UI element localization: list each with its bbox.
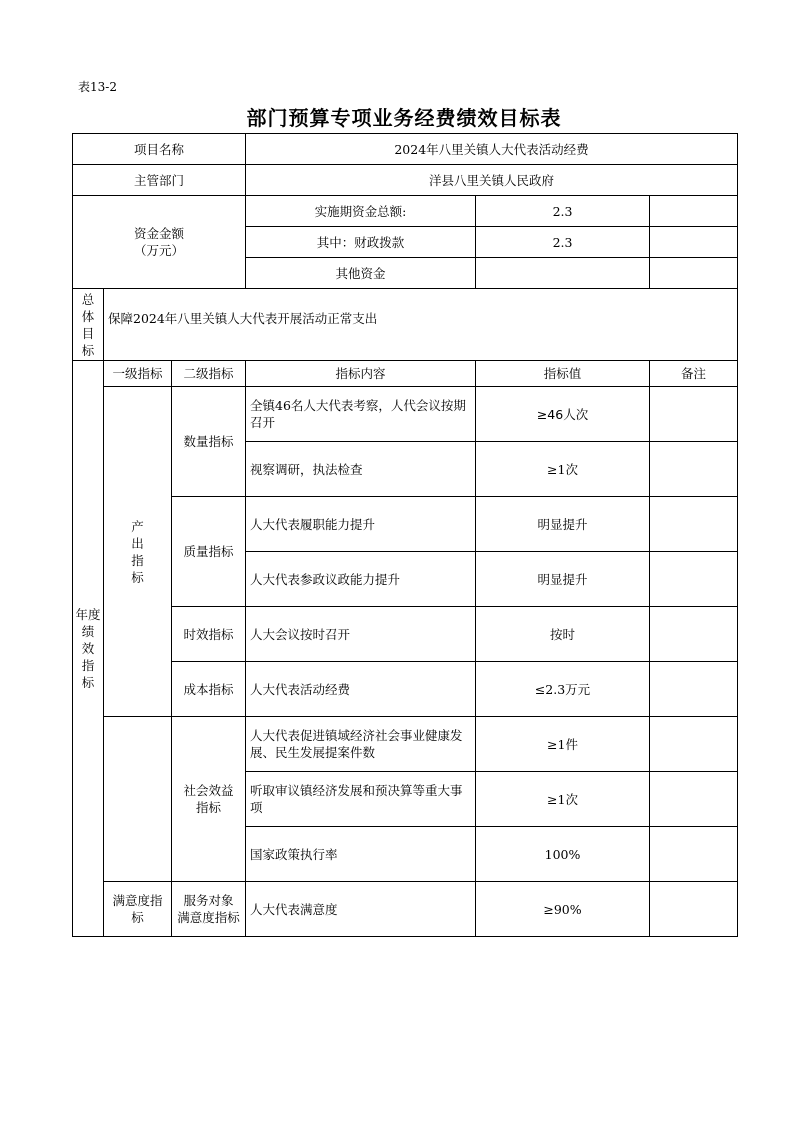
header-level1: 一级指标 — [104, 361, 172, 387]
department-row — [73, 165, 738, 196]
social-label-line1: 社会效益 — [183, 783, 234, 798]
satisfaction-level2-line1: 服务对象 — [183, 893, 234, 908]
header-level2: 二级指标 — [172, 361, 246, 387]
funds-total-remark — [650, 196, 738, 227]
output-indicator-label — [104, 387, 172, 717]
overall-goal-label — [73, 289, 104, 361]
indicator-row — [73, 607, 738, 662]
funds-label-line2: （万元） — [134, 243, 185, 258]
indicator-remark — [650, 387, 738, 442]
quality-indicator-label: 质量指标 — [172, 497, 246, 607]
timeliness-indicator-label: 时效指标 — [172, 607, 246, 662]
indicator-value: 明显提升 — [476, 497, 650, 552]
output-label-char: 指 — [131, 552, 144, 568]
indicator-content: 国家政策执行率 — [246, 827, 476, 882]
department-label: 主管部门 — [73, 165, 246, 196]
funds-other-label: 其他资金 — [246, 258, 476, 289]
overall-goal-row — [73, 289, 738, 361]
indicator-remark — [650, 497, 738, 552]
project-name-value: 2024年八里关镇人大代表活动经费 — [246, 134, 738, 165]
funds-label — [73, 196, 246, 289]
quantity-indicator-label: 数量指标 — [172, 387, 246, 497]
indicator-value: ≥1次 — [476, 772, 650, 827]
project-name-label: 项目名称 — [73, 134, 246, 165]
funds-other-value — [476, 258, 650, 289]
document-number: 表13-2 — [78, 80, 117, 94]
indicator-remark — [650, 827, 738, 882]
indicator-content: 人大会议按时召开 — [246, 607, 476, 662]
indicator-value: 明显提升 — [476, 552, 650, 607]
annual-label-char: 效 — [81, 641, 95, 656]
indicator-row — [73, 662, 738, 717]
funds-other-remark — [650, 258, 738, 289]
indicator-content: 人大代表参政议政能力提升 — [246, 552, 476, 607]
cost-indicator-label: 成本指标 — [172, 662, 246, 717]
annual-label-char: 标 — [81, 675, 95, 690]
indicator-value: 按时 — [476, 607, 650, 662]
indicator-content: 人大代表促进镇域经济社会事业健康发展、民生发展提案件数 — [246, 717, 476, 772]
output-label-char: 产 — [131, 518, 144, 534]
department-value: 洋县八里关镇人民政府 — [246, 165, 738, 196]
annual-label-char: 年度 — [75, 607, 101, 622]
overall-goal-char: 目 — [81, 325, 95, 341]
indicator-value: 100% — [476, 827, 650, 882]
indicator-row — [73, 387, 738, 442]
project-name-row — [73, 134, 738, 165]
overall-goal-value: 保障2024年八里关镇人大代表开展活动正常支出 — [104, 289, 738, 361]
indicator-content: 听取审议镇经济发展和预决算等重大事项 — [246, 772, 476, 827]
indicator-content: 视察调研，执法检查 — [246, 442, 476, 497]
indicator-remark — [650, 662, 738, 717]
funds-fiscal-label: 其中：财政拨款 — [246, 227, 476, 258]
header-remark: 备注 — [650, 361, 738, 387]
indicator-content: 全镇46名人大代表考察，人代会议按期召开 — [246, 387, 476, 442]
funds-row — [73, 196, 738, 227]
satisfaction-level2-label — [172, 882, 246, 937]
annual-label-char: 绩 — [81, 624, 95, 639]
indicator-content: 人大代表活动经费 — [246, 662, 476, 717]
performance-target-table — [72, 133, 738, 937]
funds-fiscal-value: 2.3 — [476, 227, 650, 258]
social-label-line2: 指标 — [196, 800, 222, 815]
overall-goal-char: 标 — [81, 342, 95, 358]
indicator-remark — [650, 772, 738, 827]
social-indicator-label — [172, 717, 246, 882]
indicator-row — [73, 882, 738, 937]
header-content: 指标内容 — [246, 361, 476, 387]
funds-total-value: 2.3 — [476, 196, 650, 227]
indicator-content: 人大代表满意度 — [246, 882, 476, 937]
indicator-value: ≥1件 — [476, 717, 650, 772]
page-title: 部门预算专项业务经费绩效目标表 — [246, 106, 562, 130]
output-label-char: 标 — [131, 569, 144, 585]
funds-total-label: 实施期资金总额: — [246, 196, 476, 227]
satisfaction-level1-line2: 标 — [131, 910, 144, 925]
funds-fiscal-remark — [650, 227, 738, 258]
overall-goal-char: 总 — [81, 291, 95, 307]
annual-label — [73, 361, 104, 937]
indicator-remark — [650, 552, 738, 607]
indicator-remark — [650, 882, 738, 937]
indicator-remark — [650, 442, 738, 497]
indicator-row — [73, 717, 738, 772]
indicator-value: ≥46人次 — [476, 387, 650, 442]
output-label-char: 出 — [131, 535, 144, 551]
header-value: 指标值 — [476, 361, 650, 387]
overall-goal-char: 体 — [81, 308, 95, 324]
indicator-remark — [650, 607, 738, 662]
satisfaction-level2-line2: 满意度指标 — [177, 910, 240, 925]
satisfaction-level1-line1: 满意度指 — [112, 893, 163, 908]
indicator-value: ≥1次 — [476, 442, 650, 497]
indicator-row — [73, 497, 738, 552]
annual-label-char: 指 — [81, 658, 95, 673]
indicator-remark — [650, 717, 738, 772]
effect-indicator-label — [104, 717, 172, 882]
indicator-value: ≥90% — [476, 882, 650, 937]
satisfaction-level1-label — [104, 882, 172, 937]
header-row — [73, 361, 738, 387]
indicator-value: ≤2.3万元 — [476, 662, 650, 717]
indicator-content: 人大代表履职能力提升 — [246, 497, 476, 552]
funds-label-line1: 资金金额 — [134, 226, 185, 241]
